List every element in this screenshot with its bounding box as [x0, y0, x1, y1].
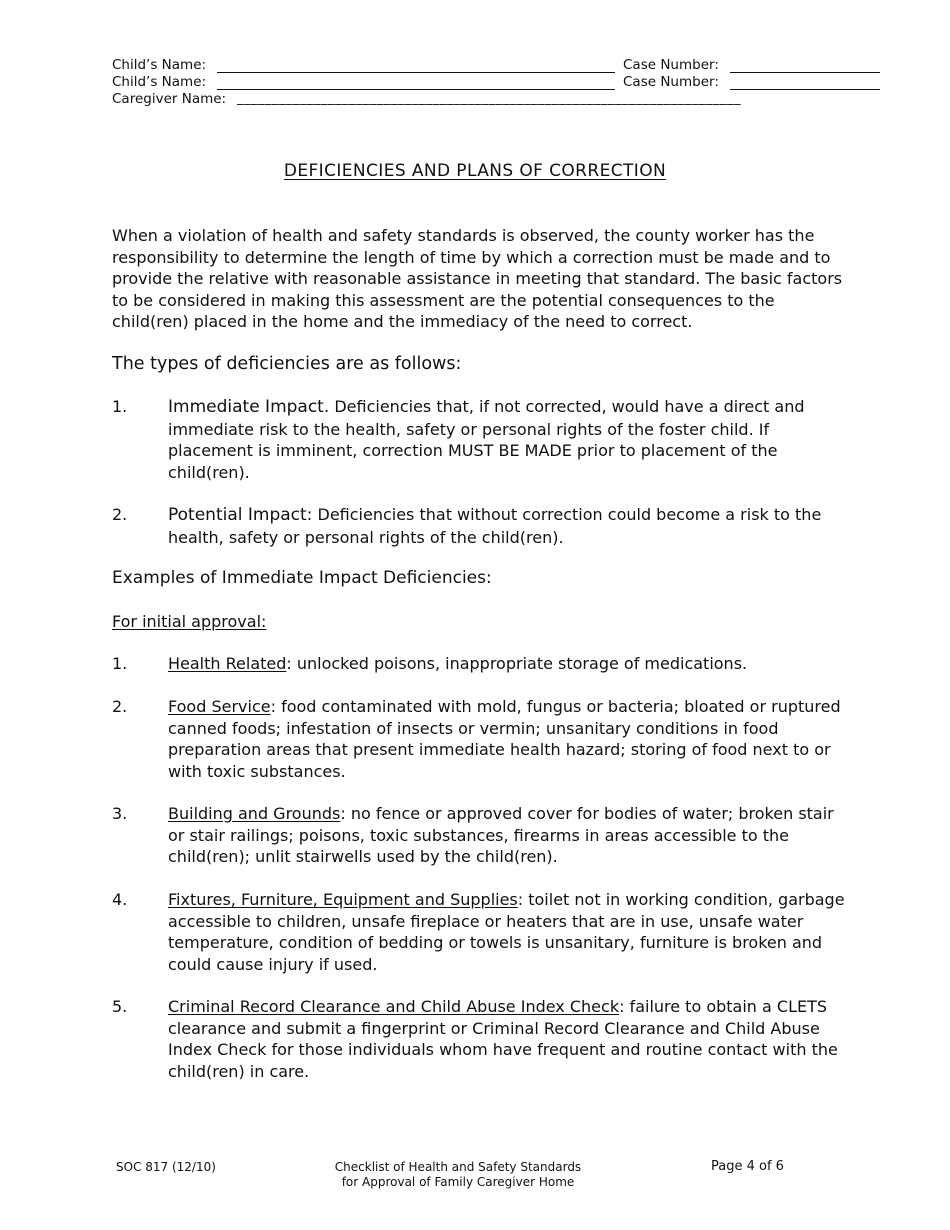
case-number-field-1[interactable] — [730, 72, 880, 73]
example-term: Building and Grounds — [168, 804, 341, 823]
example-item-food — [168, 696, 848, 782]
type-number: 1. — [112, 397, 128, 416]
example-description: : food contaminated with mold, fungus or bacteria; bloated or ruptured canned foods; infestation of insects or vermin; unsanitary conditions in food preparation areas that present immediate health hazard; storing of food next to or with toxic substances. — [168, 697, 841, 781]
example-number: 3. — [112, 804, 128, 823]
examples-heading: Examples of Immediate Impact Deficiencies: — [112, 568, 492, 588]
case-number-label-1: Case Number: — [623, 57, 719, 73]
child-name-label-1: Child’s Name: — [112, 57, 207, 73]
case-number-field-2[interactable] — [730, 89, 880, 90]
types-heading: The types of deficiencies are as follows: — [112, 354, 462, 374]
example-number: 2. — [112, 697, 128, 716]
example-number: 1. — [112, 654, 128, 673]
caregiver-name-field[interactable]: ________________________________________________________________________ — [237, 91, 741, 106]
initial-approval-subheading: For initial approval: — [112, 612, 267, 631]
type-description: Deficiencies that, if not corrected, would have a direct and immediate risk to the health, safety or personal rights of the foster child. If placement is imminent, correction MUST BE MADE prior to placement of the child(ren). — [168, 397, 805, 482]
intro-paragraph: When a violation of health and safety standards is observed, the county worker has the responsibility to determine the length of time by which a correction must be made and to provide the relative with reasonable assistance in meeting that standard. The basic factors to be considered in making this assessment are the potential consequences to the child(ren) placed in the home and the immediacy of the need to correct. — [112, 226, 843, 331]
example-item-building — [168, 803, 848, 868]
type-description: Deficiencies that without correction could become a risk to the health, safety or personal rights of the child(ren). — [168, 505, 822, 547]
child-name-field-1[interactable] — [217, 72, 615, 73]
example-description: : no fence or approved cover for bodies of water; broken stair or stair railings; poisons, toxic substances, firearms in areas accessible to the child(ren); unlit stairwells used by the child(ren). — [168, 804, 834, 866]
document-title-line-2: for Approval of Family Caregiver Home — [341, 1175, 575, 1189]
page-number: Page 4 of 6 — [711, 1159, 784, 1174]
example-description: : failure to obtain a CLETS clearance and submit a fingerprint or Criminal Record Clearance and Child Abuse Index Check for those individuals whom have frequent and routine contact with the child(ren) in care. — [168, 997, 838, 1081]
child-name-label-2: Child’s Name: — [112, 74, 207, 90]
example-term: Criminal Record Clearance and Child Abuse Index Check — [168, 997, 620, 1016]
type-item-immediate — [168, 396, 848, 483]
form-id: SOC 817 (12/10) — [116, 1160, 216, 1174]
page-title: DEFICIENCIES AND PLANS OF CORRECTION — [283, 161, 667, 181]
type-item-potential — [168, 504, 848, 548]
example-number: 5. — [112, 997, 128, 1016]
example-item-health — [168, 653, 848, 675]
example-item-fixtures — [168, 889, 848, 975]
document-title-line-1: Checklist of Health and Safety Standards — [334, 1160, 582, 1174]
example-term: Health Related — [168, 654, 287, 673]
example-number: 4. — [112, 890, 128, 909]
case-number-label-2: Case Number: — [623, 74, 719, 90]
example-description: : toilet not in working condition, garbage accessible to children, unsafe fireplace or heaters that are in use, unsafe water temperature, condition of bedding or towels is unsanitary, furniture is broken and could cause injury if used. — [168, 890, 845, 974]
example-item-criminal-record — [168, 996, 848, 1082]
type-term: Potential Impact: — [168, 505, 313, 525]
caregiver-name-label: Caregiver Name: — [112, 91, 227, 107]
example-term: Fixtures, Furniture, Equipment and Supplies — [168, 890, 518, 909]
example-term: Food Service — [168, 697, 271, 716]
type-number: 2. — [112, 505, 128, 524]
example-description: : unlocked poisons, inappropriate storage of medications. — [286, 654, 748, 673]
document-title — [300, 1160, 616, 1190]
type-term: Immediate Impact. — [168, 397, 330, 417]
child-name-field-2[interactable] — [217, 89, 615, 90]
